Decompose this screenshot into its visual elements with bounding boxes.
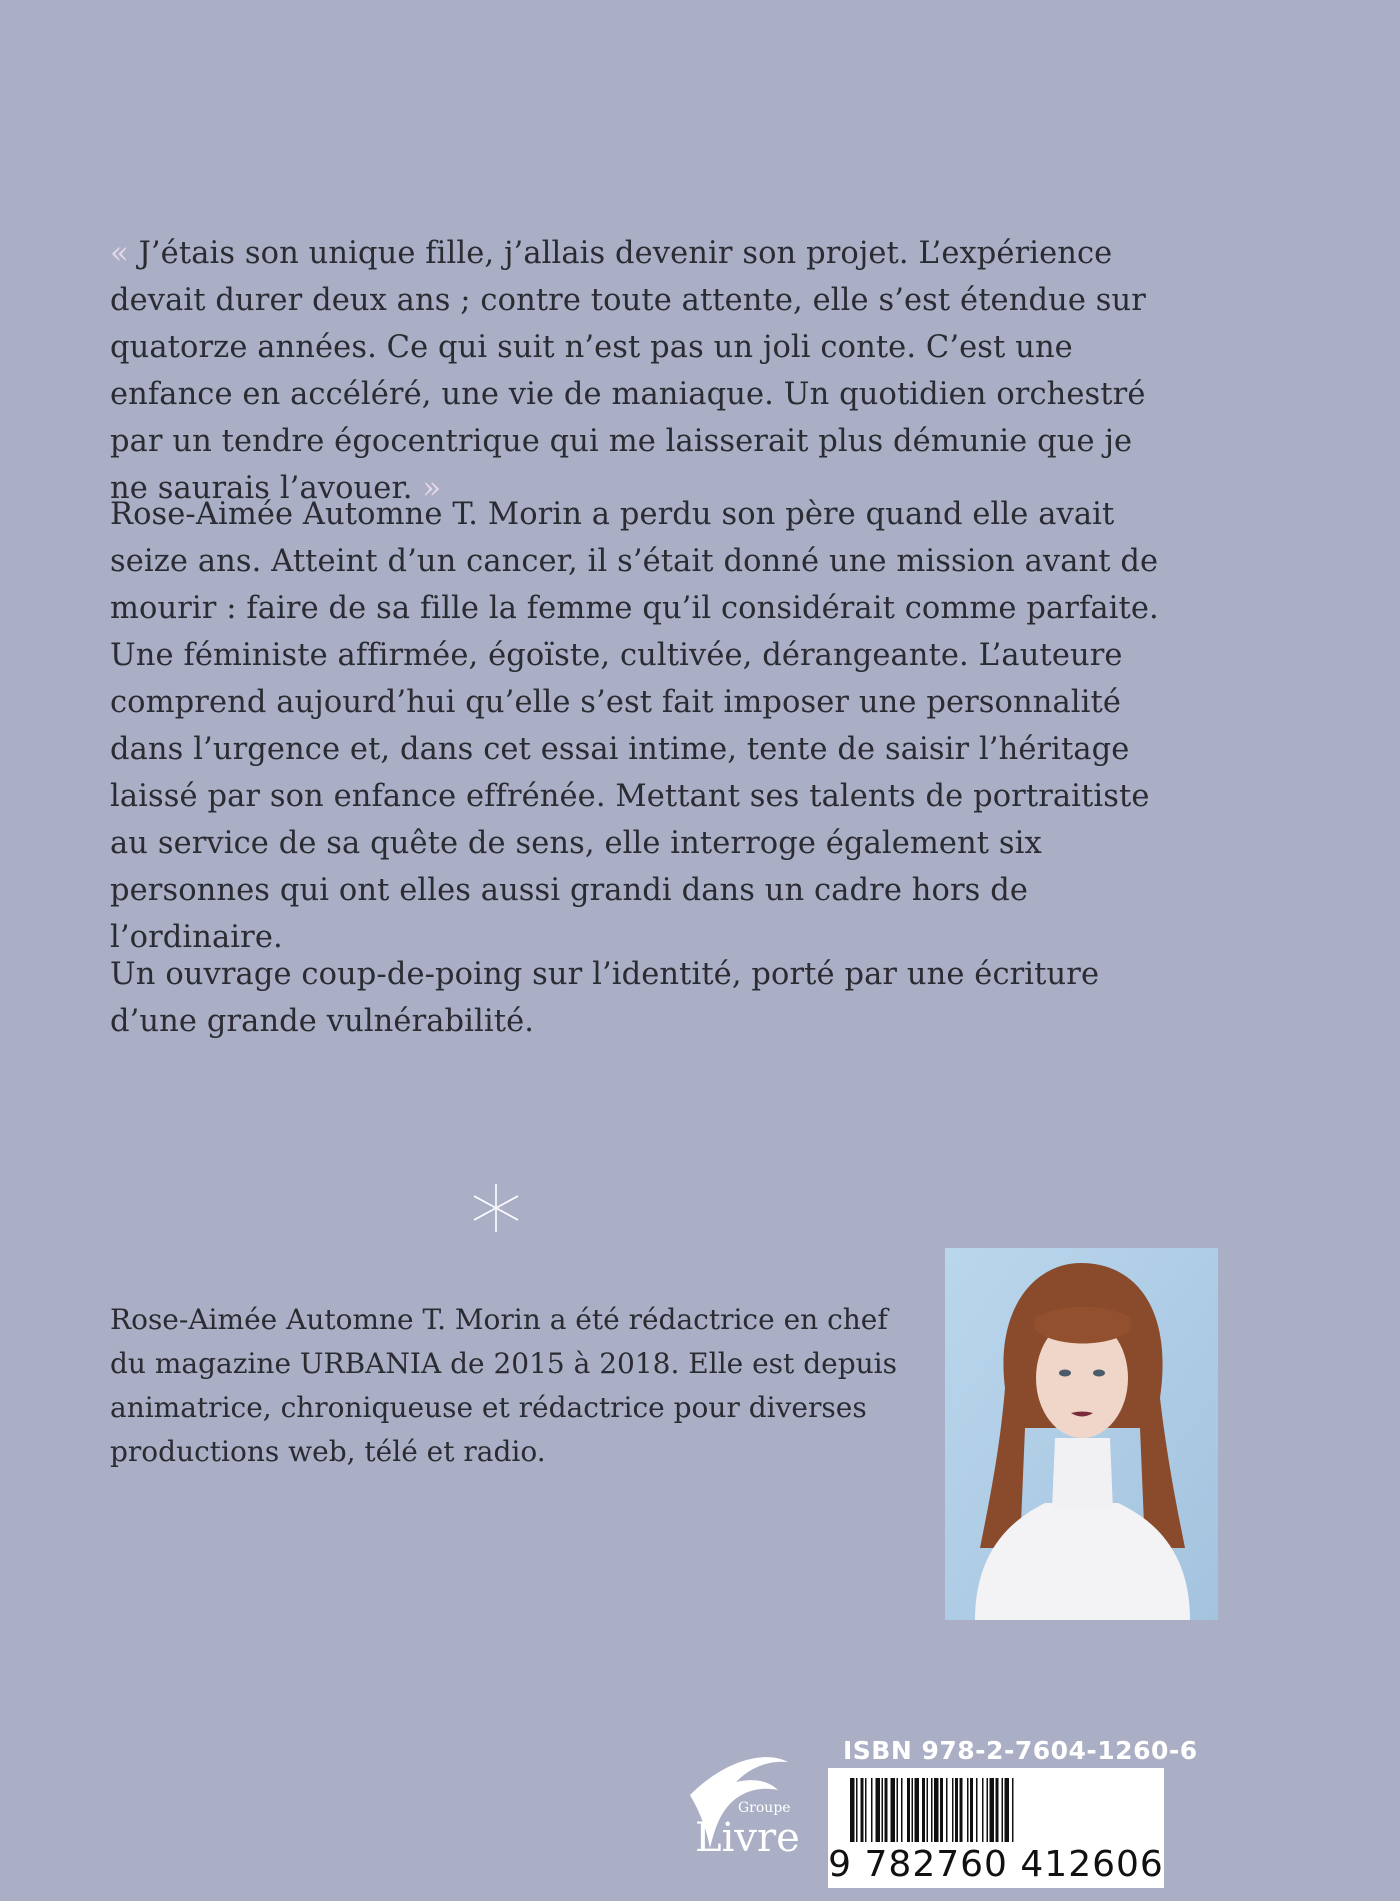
barcode-bars — [850, 1778, 1142, 1842]
barcode — [828, 1768, 1164, 1888]
bio-text: Rose-Aimée Automne T. Morin a été rédactrice en chef du magazine URBANIA de 2015 à 2018. Elle est depuis animatrice, chroniqueuse et rédactrice pour diverses productions web, télé et radio. — [110, 1303, 897, 1468]
asterisk-ornament-icon — [468, 1180, 524, 1236]
open-quote-mark: « — [110, 236, 129, 271]
publisher-logo-big-text: Livre — [695, 1815, 800, 1861]
summary-text: Rose-Aimée Automne T. Morin a perdu son père quand elle avait seize ans. Atteint d’un cancer, il s’était donné une mission avant de mourir : faire de sa fille la femme qu’il considérait comme parfaite. Une féministe affirmée, égoïste, cultivée, dérangeante. L’auteure comprend aujourd’hui qu’elle s’est fait imposer une personnalité dans l’urgence et, dans cet essai intime, tente de saisir l’héritage laissé par son enfance effrénée. Mettant ses talents de portraitiste au service de sa quête de sens, elle interroge également six personnes qui ont elles aussi grandi dans un cadre hors de l’ordinaire. — [110, 497, 1159, 955]
summary-paragraph — [110, 491, 1172, 961]
author-bio — [110, 1298, 900, 1474]
quote-text: J’étais son unique fille, j’allais devenir son projet. L’expérience devait durer deux ans ; contre toute attente, elle s’est étendue sur quatorze années. Ce qui suit n’est pas un joli conte. C’est une enfance en accéléré, une vie de maniaque. Un quotidien orchestré par un tendre égocentrique qui me laisserait plus démunie que je ne saurais l’avouer. — [110, 236, 1146, 506]
author-portrait-illustration — [945, 1248, 1218, 1620]
barcode-number: 9 782760 412606 — [828, 1844, 1164, 1885]
publisher-logo-small-text: Groupe — [738, 1800, 791, 1816]
isbn-label: ISBN 978-2-7604-1260-6 — [843, 1736, 1198, 1765]
author-photo — [945, 1248, 1218, 1620]
quote-paragraph — [110, 230, 1172, 512]
tagline-paragraph — [110, 951, 1172, 1045]
close-quote-mark: » — [422, 471, 442, 506]
tagline-text: Un ouvrage coup-de-poing sur l’identité, porté par une écriture d’une grande vulnérabilité. — [110, 957, 1100, 1039]
